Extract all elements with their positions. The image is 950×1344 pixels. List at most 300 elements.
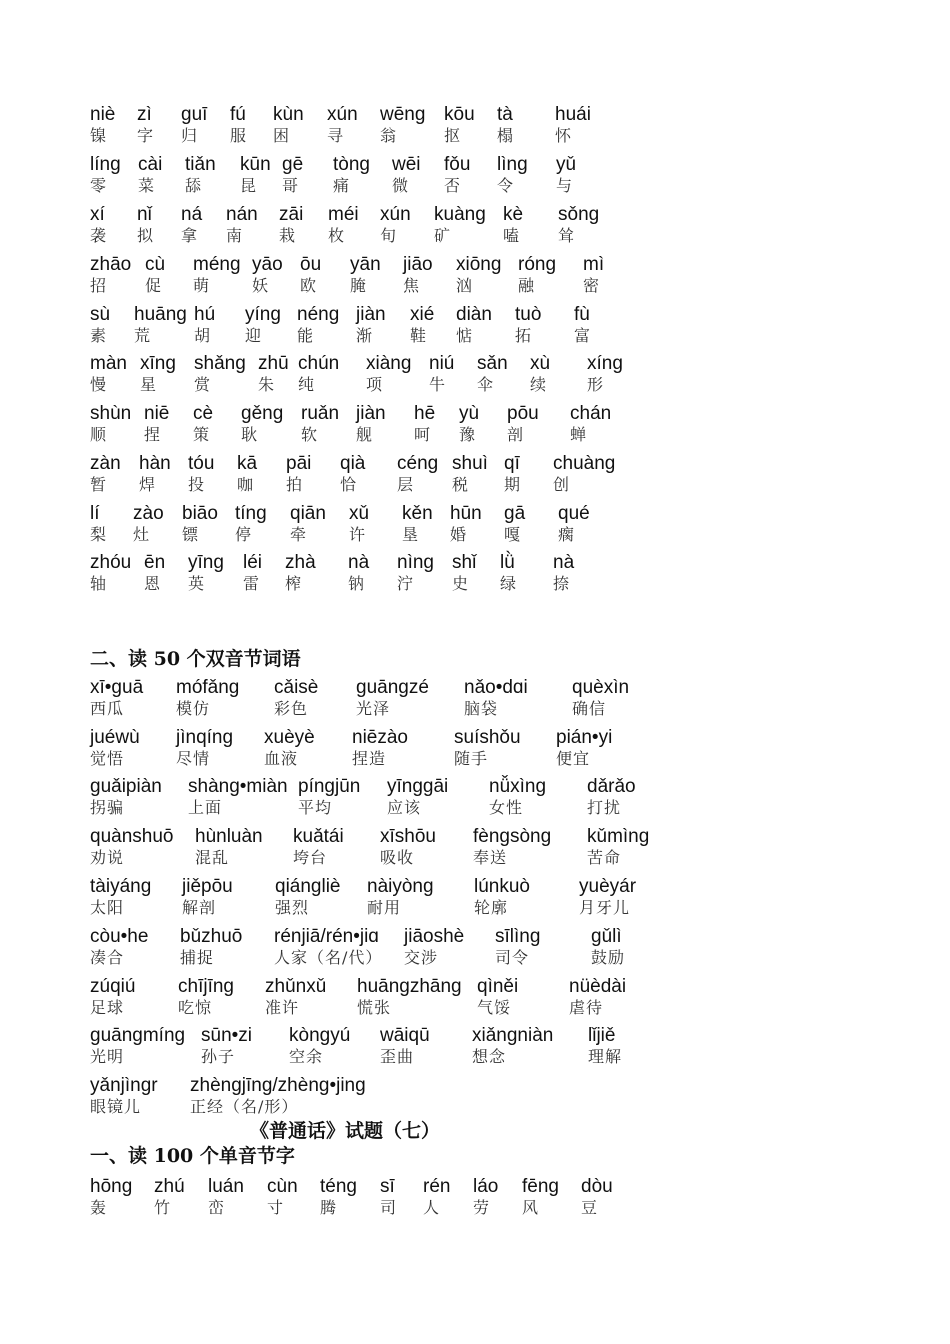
hanzi-label: 交涉 (404, 948, 439, 967)
pinyin-label: guī (181, 104, 208, 125)
pinyin-label: cù (145, 254, 166, 275)
hanzi-label: 妖 (252, 276, 270, 295)
pinyin-label: qià (340, 453, 366, 474)
hanzi-label: 耐用 (367, 898, 402, 917)
hanzi-label: 汹 (456, 276, 474, 295)
pinyin-label: píngjūn (298, 776, 361, 797)
hanzi-label: 随手 (454, 749, 489, 768)
syllable-row (90, 503, 910, 547)
pinyin-label: kuǎtái (293, 826, 344, 847)
hanzi-label: 泞 (397, 574, 415, 593)
hanzi-label: 融 (518, 276, 536, 295)
pinyin-label: láo (473, 1176, 499, 1197)
hanzi-label: 焦 (403, 276, 421, 295)
hanzi-label: 翁 (380, 126, 398, 145)
pinyin-label: còu•he (90, 926, 149, 947)
word-row (90, 926, 910, 970)
hanzi-label: 令 (497, 176, 515, 195)
pinyin-label: xíng (587, 353, 623, 374)
pinyin-label: róng (518, 254, 557, 275)
hanzi-label: 劝说 (90, 848, 125, 867)
pinyin-label: gěng (241, 403, 284, 424)
hanzi-label: 平均 (298, 798, 333, 817)
hanzi-label: 恰 (340, 475, 358, 494)
hanzi-label: 灶 (133, 525, 151, 544)
pinyin-label: guāngmíng (90, 1025, 186, 1046)
hanzi-label: 栽 (279, 226, 297, 245)
hanzi-label: 光泽 (356, 699, 391, 718)
hanzi-label: 困 (273, 126, 291, 145)
pinyin-label: rénjiā/rén•jiɑ (274, 926, 379, 947)
hanzi-label: 强烈 (275, 898, 310, 917)
pinyin-label: xiǎngniàn (472, 1025, 554, 1046)
pinyin-label: nìng (397, 552, 434, 573)
hanzi-label: 吸收 (380, 848, 415, 867)
hanzi-label: 雷 (243, 574, 261, 593)
hanzi-label: 司 (380, 1198, 398, 1217)
word-row (90, 876, 910, 920)
pinyin-label: zhèngjīng/zhèng•jing (190, 1075, 366, 1096)
word-row (90, 677, 910, 721)
pinyin-label: zhū (258, 353, 289, 374)
syllable-row (90, 204, 910, 248)
hanzi-label: 耸 (558, 226, 576, 245)
hanzi-label: 峦 (208, 1198, 226, 1217)
pinyin-label: dǎrǎo (587, 776, 636, 797)
hanzi-label: 上面 (188, 798, 223, 817)
syllable-row (90, 353, 910, 397)
hanzi-label: 迎 (245, 326, 263, 345)
pinyin-label: chún (298, 353, 340, 374)
pinyin-label: zhǔnxǔ (265, 976, 327, 997)
pinyin-label: ná (181, 204, 203, 225)
pinyin-label: cè (193, 403, 214, 424)
hanzi-label: 慢 (90, 375, 108, 394)
pinyin-label: zàn (90, 453, 121, 474)
syllable-row (90, 552, 910, 596)
pinyin-label: xīng (140, 353, 176, 374)
hanzi-label: 呵 (414, 425, 432, 444)
pinyin-label: mì (583, 254, 605, 275)
hanzi-label: 萌 (193, 276, 211, 295)
hanzi-label: 混乱 (195, 848, 230, 867)
hanzi-label: 竹 (154, 1198, 172, 1217)
pinyin-label: kè (503, 204, 524, 225)
hanzi-label: 朱 (258, 375, 276, 394)
hanzi-label: 腾 (320, 1198, 338, 1217)
pinyin-label: xiōng (456, 254, 502, 275)
pinyin-label: méi (328, 204, 359, 225)
pinyin-label: téng (320, 1176, 357, 1197)
hanzi-label: 空余 (289, 1047, 324, 1066)
pinyin-label: kòngyú (289, 1025, 351, 1046)
pinyin-label: jiāoshè (404, 926, 465, 947)
pinyin-label: hú (194, 304, 216, 325)
hanzi-label: 项 (366, 375, 384, 394)
pinyin-label: jiàn (356, 403, 386, 424)
hanzi-label: 归 (181, 126, 199, 145)
pinyin-label: guǎipiàn (90, 776, 162, 797)
hanzi-label: 菜 (138, 176, 156, 195)
hanzi-label: 拍 (286, 475, 304, 494)
hanzi-label: 鼓励 (591, 948, 626, 967)
pinyin-label: sǒng (558, 204, 600, 225)
hanzi-label: 矿 (434, 226, 452, 245)
pinyin-label: xún (380, 204, 411, 225)
pinyin-label: kā (237, 453, 258, 474)
hanzi-label: 脑袋 (464, 699, 499, 718)
hanzi-label: 枚 (328, 226, 346, 245)
pinyin-label: kūn (240, 154, 271, 175)
pinyin-label: ēn (144, 552, 166, 573)
pinyin-label: tàiyáng (90, 876, 152, 897)
hanzi-label: 想念 (472, 1047, 507, 1066)
pinyin-label: pāi (286, 453, 312, 474)
hanzi-label: 嘎 (504, 525, 522, 544)
pinyin-label: fú (230, 104, 246, 125)
hanzi-label: 歪曲 (380, 1047, 415, 1066)
pinyin-label: màn (90, 353, 127, 374)
hanzi-label: 垦 (402, 525, 420, 544)
hanzi-label: 字 (137, 126, 155, 145)
hanzi-label: 孙子 (201, 1047, 236, 1066)
hanzi-label: 怀 (555, 126, 573, 145)
pinyin-label: dòu (581, 1176, 613, 1197)
hanzi-label: 星 (140, 375, 158, 394)
pinyin-label: wēng (380, 104, 426, 125)
pinyin-label: nà (348, 552, 370, 573)
hanzi-label: 垮台 (293, 848, 328, 867)
pinyin-label: xī•guā (90, 677, 144, 698)
pinyin-label: yù (459, 403, 480, 424)
hanzi-label: 蝉 (570, 425, 588, 444)
hanzi-label: 觉悟 (90, 749, 125, 768)
syllable-row (90, 104, 910, 148)
syllable-row (90, 154, 910, 198)
pinyin-label: lǜ (500, 552, 515, 573)
pinyin-label: niē (144, 403, 170, 424)
hanzi-label: 抠 (444, 126, 462, 145)
hanzi-label: 暂 (90, 475, 108, 494)
pinyin-label: cǎisè (274, 677, 319, 698)
pinyin-label: rén (423, 1176, 451, 1197)
pinyin-label: suíshǒu (454, 727, 521, 748)
pinyin-label: luán (208, 1176, 244, 1197)
hanzi-label: 促 (145, 276, 163, 295)
word-row (90, 1025, 910, 1069)
pinyin-label: néng (297, 304, 340, 325)
pinyin-label: gē (282, 154, 304, 175)
pinyin-label: qiān (290, 503, 326, 524)
hanzi-label: 梨 (90, 525, 108, 544)
pinyin-label: kěn (402, 503, 433, 524)
pinyin-label: xié (410, 304, 435, 325)
hanzi-label: 与 (556, 176, 574, 195)
hanzi-label: 拟 (137, 226, 155, 245)
hanzi-label: 榨 (285, 574, 303, 593)
hanzi-label: 眼镜儿 (90, 1097, 142, 1116)
pinyin-label: wēi (392, 154, 421, 175)
hanzi-label: 瘸 (558, 525, 576, 544)
hanzi-label: 否 (444, 176, 462, 195)
pinyin-label: qī (504, 453, 520, 474)
pinyin-label: fǒu (444, 154, 471, 175)
hanzi-label: 榻 (497, 126, 515, 145)
hanzi-label: 寻 (327, 126, 345, 145)
pinyin-label: qìněi (477, 976, 519, 997)
hanzi-label: 旬 (380, 226, 398, 245)
pinyin-label: yān (350, 254, 381, 275)
pinyin-label: lìng (497, 154, 528, 175)
hanzi-label: 牵 (290, 525, 308, 544)
pinyin-label: shùn (90, 403, 132, 424)
pinyin-label: gǔlì (591, 926, 622, 947)
hanzi-label: 咖 (237, 475, 255, 494)
hanzi-label: 拓 (515, 326, 533, 345)
syllable-row (90, 1176, 910, 1220)
pinyin-label: kǔmìng (587, 826, 650, 847)
pinyin-label: nà (553, 552, 575, 573)
pinyin-label: gā (504, 503, 526, 524)
pinyin-label: quànshuō (90, 826, 174, 847)
hanzi-label: 捏造 (352, 749, 387, 768)
hanzi-label: 赏 (194, 375, 212, 394)
pinyin-label: fèngsòng (473, 826, 552, 847)
pinyin-label: pián•yi (556, 727, 613, 748)
hanzi-label: 准许 (265, 998, 300, 1017)
hanzi-label: 惦 (456, 326, 474, 345)
hanzi-label: 正经（名/形） (190, 1097, 299, 1116)
hanzi-label: 轴 (90, 574, 108, 593)
hanzi-label: 寸 (267, 1198, 285, 1217)
hanzi-label: 苦命 (587, 848, 622, 867)
pinyin-label: zhú (154, 1176, 185, 1197)
pinyin-label: zhà (285, 552, 316, 573)
pinyin-label: huāngzhāng (357, 976, 462, 997)
hanzi-label: 哥 (282, 176, 300, 195)
pinyin-label: jìnqíng (176, 727, 234, 748)
pinyin-label: xīshōu (380, 826, 436, 847)
hanzi-label: 理解 (588, 1047, 623, 1066)
hanzi-label: 牛 (429, 375, 447, 394)
hanzi-label: 司令 (495, 948, 530, 967)
hanzi-label: 层 (397, 475, 415, 494)
hanzi-label: 尽情 (176, 749, 211, 768)
hanzi-label: 昆 (240, 176, 258, 195)
pinyin-label: xù (530, 353, 551, 374)
pinyin-label: qiángliè (275, 876, 341, 897)
hanzi-label: 腌 (350, 276, 368, 295)
hanzi-label: 拿 (181, 226, 199, 245)
hanzi-label: 人家（名/代） (274, 948, 383, 967)
pinyin-label: zhóu (90, 552, 132, 573)
pinyin-label: mófǎng (176, 677, 240, 698)
pinyin-label: niè (90, 104, 116, 125)
hanzi-label: 凑合 (90, 948, 125, 967)
hanzi-label: 人 (423, 1198, 441, 1217)
pinyin-label: bǔzhuō (180, 926, 243, 947)
pinyin-label: hē (414, 403, 436, 424)
hanzi-label: 豆 (581, 1198, 599, 1217)
pinyin-label: léi (243, 552, 263, 573)
syllable-row (90, 453, 910, 497)
pinyin-label: yǔ (556, 154, 577, 175)
pinyin-label: sǎn (477, 353, 508, 374)
pinyin-label: ōu (300, 254, 322, 275)
pinyin-label: nàiyòng (367, 876, 434, 897)
pinyin-label: cùn (267, 1176, 298, 1197)
hanzi-label: 劳 (473, 1198, 491, 1217)
pinyin-label: huái (555, 104, 591, 125)
hanzi-label: 渐 (356, 326, 374, 345)
hanzi-label: 软 (301, 425, 319, 444)
pinyin-label: shàng•miàn (188, 776, 288, 797)
hanzi-label: 绿 (500, 574, 518, 593)
hanzi-label: 荒 (134, 326, 152, 345)
pinyin-label: fù (574, 304, 590, 325)
hanzi-label: 钠 (348, 574, 366, 593)
pinyin-label: nüèdài (569, 976, 627, 997)
word-row (90, 976, 910, 1020)
pinyin-label: kuàng (434, 204, 486, 225)
hanzi-label: 解剖 (182, 898, 217, 917)
hanzi-label: 富 (574, 326, 592, 345)
pinyin-label: juéwù (90, 727, 140, 748)
hanzi-label: 形 (587, 375, 605, 394)
pinyin-label: zào (133, 503, 164, 524)
hanzi-label: 投 (188, 475, 206, 494)
pinyin-label: xiàng (366, 353, 412, 374)
hanzi-label: 剖 (507, 425, 525, 444)
hanzi-label: 轮廓 (474, 898, 509, 917)
pinyin-label: tòng (333, 154, 370, 175)
pinyin-label: fēng (522, 1176, 559, 1197)
hanzi-label: 舰 (356, 425, 374, 444)
pinyin-label: cài (138, 154, 163, 175)
pinyin-label: yīnggāi (387, 776, 449, 797)
hanzi-label: 吃惊 (178, 998, 213, 1017)
hanzi-label: 太阳 (90, 898, 125, 917)
pinyin-label: céng (397, 453, 439, 474)
pinyin-label: jiāo (403, 254, 433, 275)
word-row (90, 1075, 910, 1119)
hanzi-label: 微 (392, 176, 410, 195)
hanzi-label: 打扰 (587, 798, 622, 817)
word-row (90, 727, 910, 771)
hanzi-label: 捺 (553, 574, 571, 593)
hanzi-label: 痛 (333, 176, 351, 195)
pinyin-label: chījīng (178, 976, 234, 997)
hanzi-label: 纯 (298, 375, 316, 394)
pinyin-label: quèxìn (572, 677, 630, 698)
hanzi-label: 素 (90, 326, 108, 345)
syllable-row (90, 304, 910, 348)
hanzi-label: 税 (452, 475, 470, 494)
pinyin-label: yāo (252, 254, 283, 275)
pinyin-label: tiǎn (185, 154, 216, 175)
hanzi-label: 欧 (300, 276, 318, 295)
hanzi-label: 便宜 (556, 749, 591, 768)
hanzi-label: 光明 (90, 1047, 125, 1066)
hanzi-label: 轰 (90, 1198, 108, 1217)
hanzi-label: 慌张 (357, 998, 392, 1017)
pinyin-label: nǐ (137, 204, 152, 225)
hanzi-label: 风 (522, 1198, 540, 1217)
pinyin-label: shuì (452, 453, 488, 474)
hanzi-label: 停 (235, 525, 253, 544)
pinyin-label: xuèyè (264, 727, 315, 748)
hanzi-label: 英 (188, 574, 206, 593)
hanzi-label: 胡 (194, 326, 212, 345)
pinyin-label: lúnkuò (474, 876, 530, 897)
pinyin-label: shǐ (452, 552, 477, 573)
hanzi-label: 奉送 (473, 848, 508, 867)
pinyin-label: yǎnjìngr (90, 1075, 158, 1096)
hanzi-label: 舔 (185, 176, 203, 195)
pinyin-label: niú (429, 353, 455, 374)
pinyin-label: qué (558, 503, 590, 524)
pinyin-label: zúqiú (90, 976, 136, 997)
pinyin-label: chán (570, 403, 612, 424)
pinyin-label: xǔ (349, 503, 370, 524)
pinyin-label: tuò (515, 304, 542, 325)
word-row (90, 826, 910, 870)
hanzi-label: 女性 (489, 798, 524, 817)
pinyin-label: méng (193, 254, 241, 275)
hanzi-label: 续 (530, 375, 548, 394)
pinyin-label: ruǎn (301, 403, 340, 424)
hanzi-label: 袭 (90, 226, 108, 245)
hanzi-label: 捕捉 (180, 948, 215, 967)
syllable-row (90, 254, 910, 298)
hanzi-label: 豫 (459, 425, 477, 444)
hanzi-label: 招 (90, 276, 108, 295)
hanzi-label: 许 (349, 525, 367, 544)
hanzi-label: 月牙儿 (579, 898, 631, 917)
pinyin-label: hūn (450, 503, 482, 524)
hanzi-label: 能 (297, 326, 315, 345)
pinyin-label: wāiqū (380, 1025, 430, 1046)
hanzi-label: 足球 (90, 998, 125, 1017)
section-3-heading: 一、读 100 个单音节字 (90, 1145, 295, 1167)
pinyin-label: zì (137, 104, 152, 125)
pinyin-label: huāng (134, 304, 187, 325)
hanzi-label: 血液 (264, 749, 299, 768)
pinyin-label: pōu (507, 403, 539, 424)
pinyin-label: tóu (188, 453, 215, 474)
pinyin-label: nǎo•dɑi (464, 677, 528, 698)
pinyin-label: yuèyár (579, 876, 637, 897)
hanzi-label: 密 (583, 276, 601, 295)
pinyin-label: sù (90, 304, 111, 325)
pinyin-label: xún (327, 104, 358, 125)
pinyin-label: biāo (182, 503, 218, 524)
hanzi-label: 捏 (144, 425, 162, 444)
pinyin-label: yīng (188, 552, 224, 573)
hanzi-label: 焊 (139, 475, 157, 494)
syllable-row (90, 403, 910, 447)
hanzi-label: 鞋 (410, 326, 428, 345)
pinyin-label: jiàn (356, 304, 386, 325)
pinyin-label: tíng (235, 503, 267, 524)
pinyin-label: lǐjiě (588, 1025, 616, 1046)
hanzi-label: 创 (553, 475, 571, 494)
pinyin-label: xí (90, 204, 105, 225)
pinyin-label: hùnluàn (195, 826, 263, 847)
hanzi-label: 镖 (182, 525, 200, 544)
pinyin-label: jiěpōu (182, 876, 233, 897)
hanzi-label: 拐骗 (90, 798, 125, 817)
